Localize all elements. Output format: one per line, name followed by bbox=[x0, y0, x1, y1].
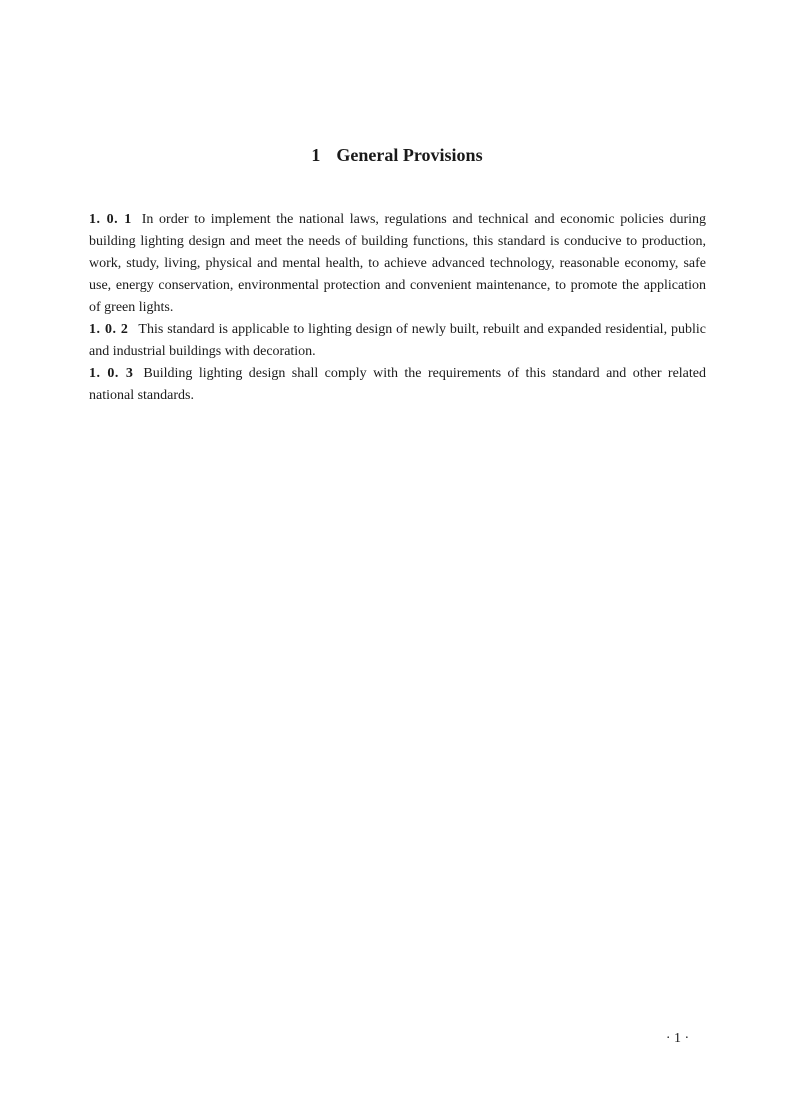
chapter-number: 1 bbox=[311, 145, 321, 165]
page-number: · 1 · bbox=[665, 1031, 690, 1046]
clause-number: 1. 0. 3 bbox=[89, 366, 134, 381]
clause-text: In order to implement the national laws, regulations and technical and economic policies during building lighting design and meet the needs of building functions, this standard is conducive to production, work, study, living, physical and mental health, to achieve advanced technology, reasonable economy, safe use, energy conservation, environmental protection and convenient maintenance, to promote the application of green lights. bbox=[89, 212, 706, 315]
chapter-title: General Provisions bbox=[336, 145, 483, 165]
chapter-heading bbox=[0, 143, 794, 167]
clause-1-0-2 bbox=[89, 319, 706, 363]
clause-1-0-1 bbox=[89, 209, 706, 319]
clause-number: 1. 0. 1 bbox=[89, 212, 132, 227]
clause-list bbox=[89, 209, 706, 407]
clause-text: Building lighting design shall comply with the requirements of this standard and other related national standards. bbox=[89, 366, 707, 403]
clause-text: This standard is applicable to lighting design of newly built, rebuilt and expanded residential, public and industrial buildings with decoration. bbox=[89, 322, 706, 359]
clause-1-0-3 bbox=[89, 363, 706, 407]
clause-number: 1. 0. 2 bbox=[89, 322, 129, 337]
